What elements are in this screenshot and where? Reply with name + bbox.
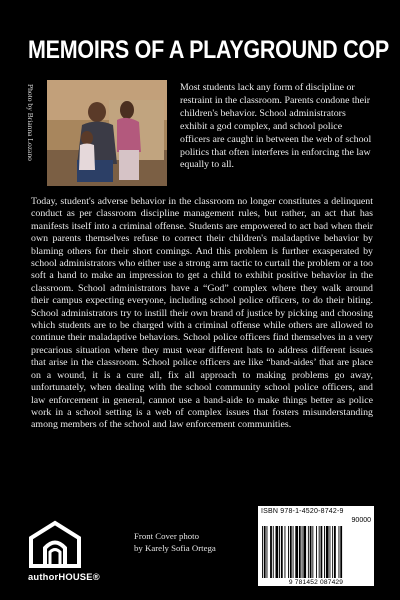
barcode <box>262 526 370 578</box>
photo-credit-vertical: Photo by Brianna Lozano <box>26 84 35 161</box>
publisher-name: authorHOUSE® <box>28 571 100 582</box>
front-cover-credit-line1: Front Cover photo <box>134 531 199 541</box>
barcode-box <box>258 506 374 586</box>
front-cover-credit <box>134 531 244 554</box>
intro-paragraph: Most students lack any form of discipline or restraint in the classroom. Parents condone their children's behavior. School administrators exhibit a god complex, and school police officers are caught in between the web of school politics that often interferes in enforcing the law equally to all. <box>180 82 372 171</box>
ean-number: 9 781452 087429 <box>288 579 344 586</box>
body-paragraph: Today, student's adverse behavior in the classroom no longer constitutes a delinquent conduct as per classroom discipline management rules, but rather, an act that has manifests itself into a criminal offense. Students are empowered to act bad when their own parents themselves refuse to correct their children's maladaptive behavior by blaming others for their short comings. And this problem is further exasperated by school administrators who either use a strong arm tactic to curtail the problem or a too soft a hand to make an impression to get a child to exhibit positive behavior in the classroom. School administrators have a “God” complex where they walk around their campus expecting everyone, including school police officers, to do their biting. School administrators try to instill their own brand of justice by picking and choosing which students are to be charged with a criminal offense while others are allowed to continue their maladaptive behaviors. School police officers find themselves in a very precarious situation where they must wear different hats to address different issues that arise in the classroom. School police officers are like “band-aides’ that are place on a wound, it is a cure all, fix all approach to making problems go away, unfortunately, when dealing with the school community school police officers, and law enforcement in general, cannot use a band-aide to make things better as police work in a school setting is a web of complex issues that fosters misunderstanding among members of the school and law enforcement communities. <box>31 196 373 431</box>
isbn-label: ISBN 978-1-4520-8742-9 <box>261 508 344 515</box>
author-family-photo <box>47 80 167 186</box>
price-code: 90000 <box>351 517 371 524</box>
book-title: MEMOIRS OF A PLAYGROUND COP <box>28 36 389 64</box>
front-cover-credit-line2: by Karely Sofia Ortega <box>134 542 216 553</box>
